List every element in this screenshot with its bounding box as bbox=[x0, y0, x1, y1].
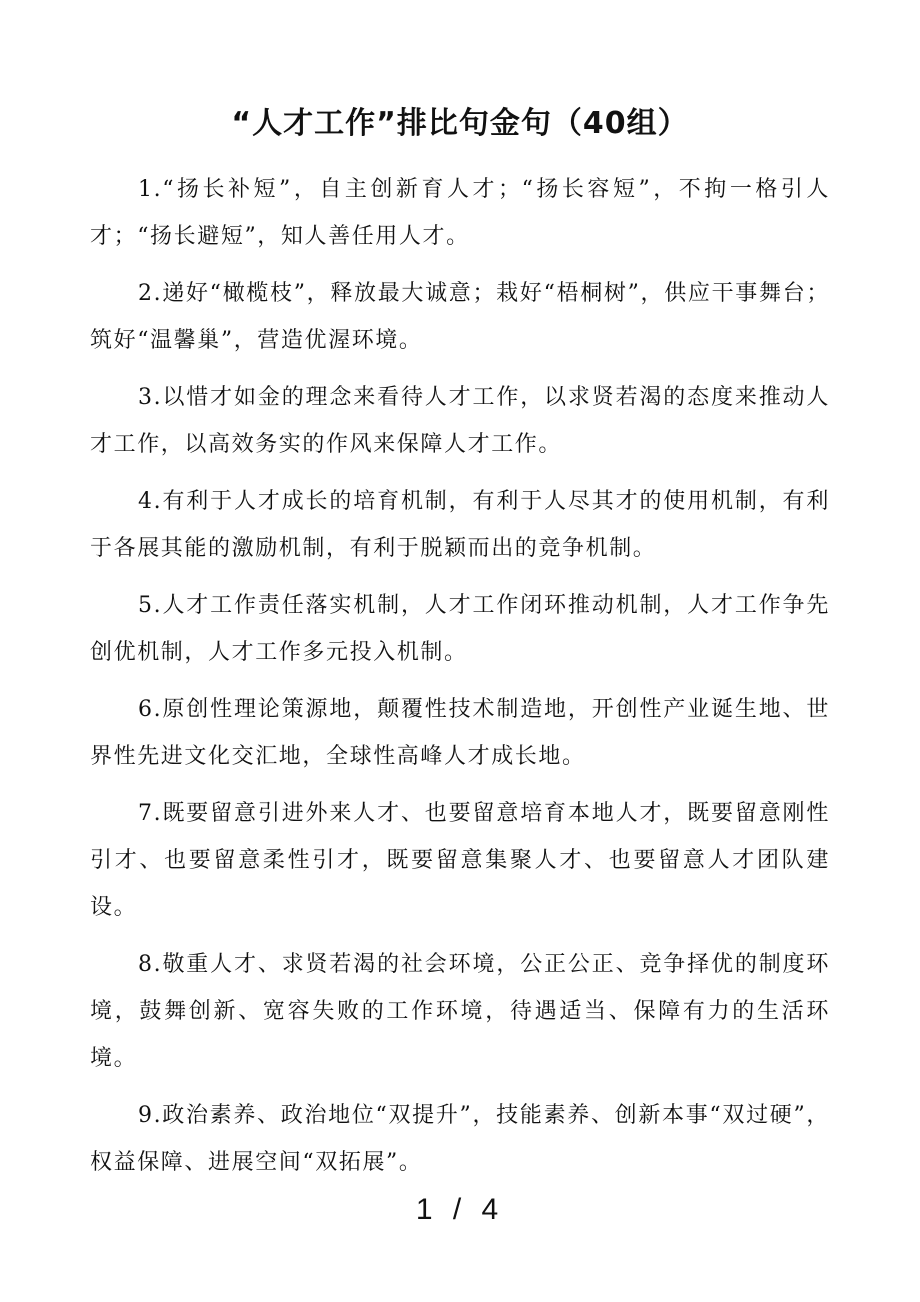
paragraph-4: 4.有利于人才成长的培育机制，有利于人尽其才的使用机制，有利于各展其能的激励机制，有利于脱颖而出的竞争机制。 bbox=[90, 489, 830, 561]
paragraph-9: 9.政治素养、政治地位“双提升”，技能素养、创新本事“双过硬”，权益保障、进展空间“双拓展”。 bbox=[90, 1103, 830, 1175]
paragraph-6: 6.原创性理论策源地，颠覆性技术制造地，开创性产业诞生地、世界性先进文化交汇地，全球性高峰人才成长地。 bbox=[90, 697, 830, 769]
paragraph-7: 7.既要留意引进外来人才、也要留意培育本地人才，既要留意刚性引才、也要留意柔性引才，既要留意集聚人才、也要留意人才团队建设。 bbox=[90, 801, 830, 920]
paragraph-5: 5.人才工作责任落实机制，人才工作闭环推动机制，人才工作争先创优机制，人才工作多元投入机制。 bbox=[90, 593, 830, 665]
paragraph-1: 1.“扬长补短”，自主创新育人才；“扬长容短”，不拘一格引人才；“扬长避短”，知人善任用人才。 bbox=[90, 177, 830, 249]
paragraph-2: 2.递好“橄榄枝”，释放最大诚意；栽好“梧桐树”，供应干事舞台；筑好“温馨巢”，营造优渥环境。 bbox=[90, 281, 830, 353]
paragraph-3: 3.以惜才如金的理念来看待人才工作，以求贤若渴的态度来推动人才工作，以高效务实的作风来保障人才工作。 bbox=[90, 385, 830, 457]
document-body bbox=[90, 166, 830, 1196]
document-title: “人才工作”排比句金句（40组） bbox=[231, 106, 689, 141]
page-number: 1 / 4 bbox=[415, 1193, 505, 1226]
paragraph-8: 8.敬重人才、求贤若渴的社会环境，公正公正、竞争择优的制度环境，鼓舞创新、宽容失败的工作环境，待遇适当、保障有力的生活环境。 bbox=[90, 952, 830, 1071]
